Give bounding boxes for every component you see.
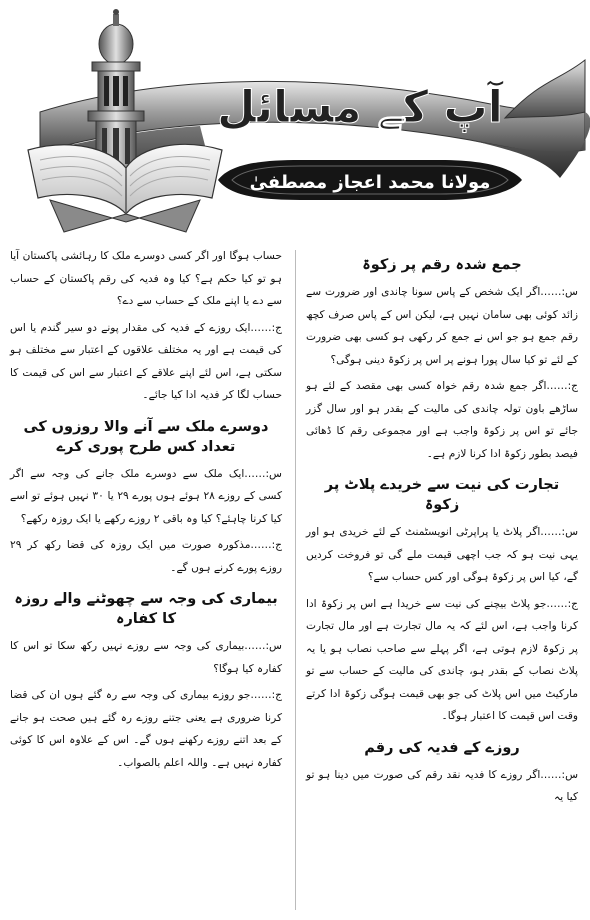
heading-deposited-money-zakat: جمع شدہ رقم پر زکوۃ: [362, 257, 522, 273]
header-banner: [0, 0, 590, 240]
answer-paragraph: ج:……اگر جمع شدہ رقم خواہ کسی بھی مقصد کے لئے ہو ساڑھے باون تولہ چاندی کی مالیت کے بقدر ہو اور سال گزر جائے تو اس پر زکوۃ واجب ہے اور مجموعی رقم کا ڈھائی فیصد بطور زکوۃ ادا کرنا لازم ہے۔: [306, 380, 578, 460]
heading-fidya-amount: روزے کے فدیہ کی رقم: [364, 739, 520, 756]
question-paragraph: س:……اگر روزے کا فدیہ نقد رقم کی صورت میں دینا ہو تو کیا یہ: [306, 768, 578, 803]
question-continuation: حساب ہوگا اور اگر کسی دوسرے ملک کا رہائشی پاکستان آیا ہو تو کیا حکم ہے؟ کیا وہ فدیہ کی رقم پاکستان کے حساب سے دے یا اپنے ملک کے حساب سے دے؟: [10, 250, 282, 307]
heading-plot-zakat: تجارت کی نیت سے خریدے پلاٹ پر زکوۃ: [324, 477, 560, 513]
question-paragraph: س:……اگر ایک شخص کے پاس سونا چاندی اور ضرورت سے زائد کوئی بھی سامان نہیں ہے، لیکن اس کے پاس صرف کچھ رقم جمع ہو جو اس نے جمع کر رکھی ہو کسی بھی ضرورت کے لئے تو کیا سال پورا ہونے پر اس پر زکوۃ دینی ہوگی؟: [306, 286, 578, 366]
answer-paragraph: ج:……جو روزے بیماری کی وجہ سے رہ گئے ہوں ان کی قضا کرنا ضروری ہے یعنی جتنے روزے رہ گئے ہیں صحت ہو جانے کے بعد اتنے روزے رکھنے ہوں گے۔ اس کے علاوہ اس کا کوئی کفارہ نہیں ہے۔ واللہ اعلم بالصواب۔: [10, 689, 282, 769]
question-paragraph: س:……اگر پلاٹ یا پراپرٹی انویسٹمنٹ کے لئے خریدی ہو اور یہی نیت ہو کہ جب اچھی قیمت ملے گی تو فروخت کردیں گے، کیا اس پر زکوۃ ہوگی اور کس حساب سے؟: [306, 526, 578, 583]
minaret-icon: [88, 9, 144, 171]
question-paragraph: س:……ایک ملک سے دوسرے ملک جانے کی وجہ سے اگر کسی کے روزے ۲۸ ہوئے ہوں پورے ۲۹ یا ۳۰ نہیں ہوئے تو اسے کیا کرنا چاہئے؟ کیا وہ باقی ۲ روزے رکھے یا ایک روزہ رکھے؟: [10, 467, 283, 525]
question-paragraph: س:……بیماری کی وجہ سے روزے نہیں رکھ سکا تو اس کا کفارہ کیا ہوگا؟: [10, 640, 282, 675]
heading-illness-kaffara: بیماری کی وجہ سے چھوٹنے والے روزہ کا کفارہ: [14, 591, 278, 627]
answer-paragraph: ج:……مذکورہ صورت میں ایک روزہ کی قضا رکھ کر ۲۹ روزے پورے کرنے ہوں گے۔: [10, 539, 282, 574]
page-title: آپ کے مسائل: [217, 82, 503, 133]
heading-fasts-count: دوسرے ملک سے آنے والا روزوں کی تعداد کس طرح پوری کرے: [23, 418, 269, 455]
author-name: مولانا محمد اعجاز مصطفیٰ: [249, 172, 491, 193]
answer-paragraph: ج:……جو پلاٹ بیچنے کی نیت سے خریدا ہے اس پر زکوۃ ادا کرنا واجب ہے، اس لئے کہ یہ مال تجارت ہے اور مال تجارت پر زکوۃ لازم ہوتی ہے، اگر پہلے سے صاحب نصاب ہو یا یہ پلاٹ نصاب کے بقدر ہو، چاندی کی مالیت کے حساب سے تو مارکیٹ میں اس پلاٹ کی جو بھی قیمت ہوگی زکوۃ ادا کرتے وقت اس قیمت کا اعتبار ہوگا۔: [306, 597, 578, 722]
author-banner: [218, 160, 522, 200]
column-divider: [295, 250, 296, 910]
right-column: [306, 245, 578, 813]
answer-paragraph: ج:……ایک روزے کے فدیہ کی مقدار پونے دو سیر گندم یا اس کی قیمت ہے اور یہ مختلف علاقوں کے اعتبار سے مختلف ہو سکتی ہے، اس لئے اپنے علاقے کے اعتبار سے اس کی قیمت کا حساب لگا کر فدیہ ادا کیا جائے۔: [10, 321, 282, 401]
left-column: [10, 245, 282, 778]
